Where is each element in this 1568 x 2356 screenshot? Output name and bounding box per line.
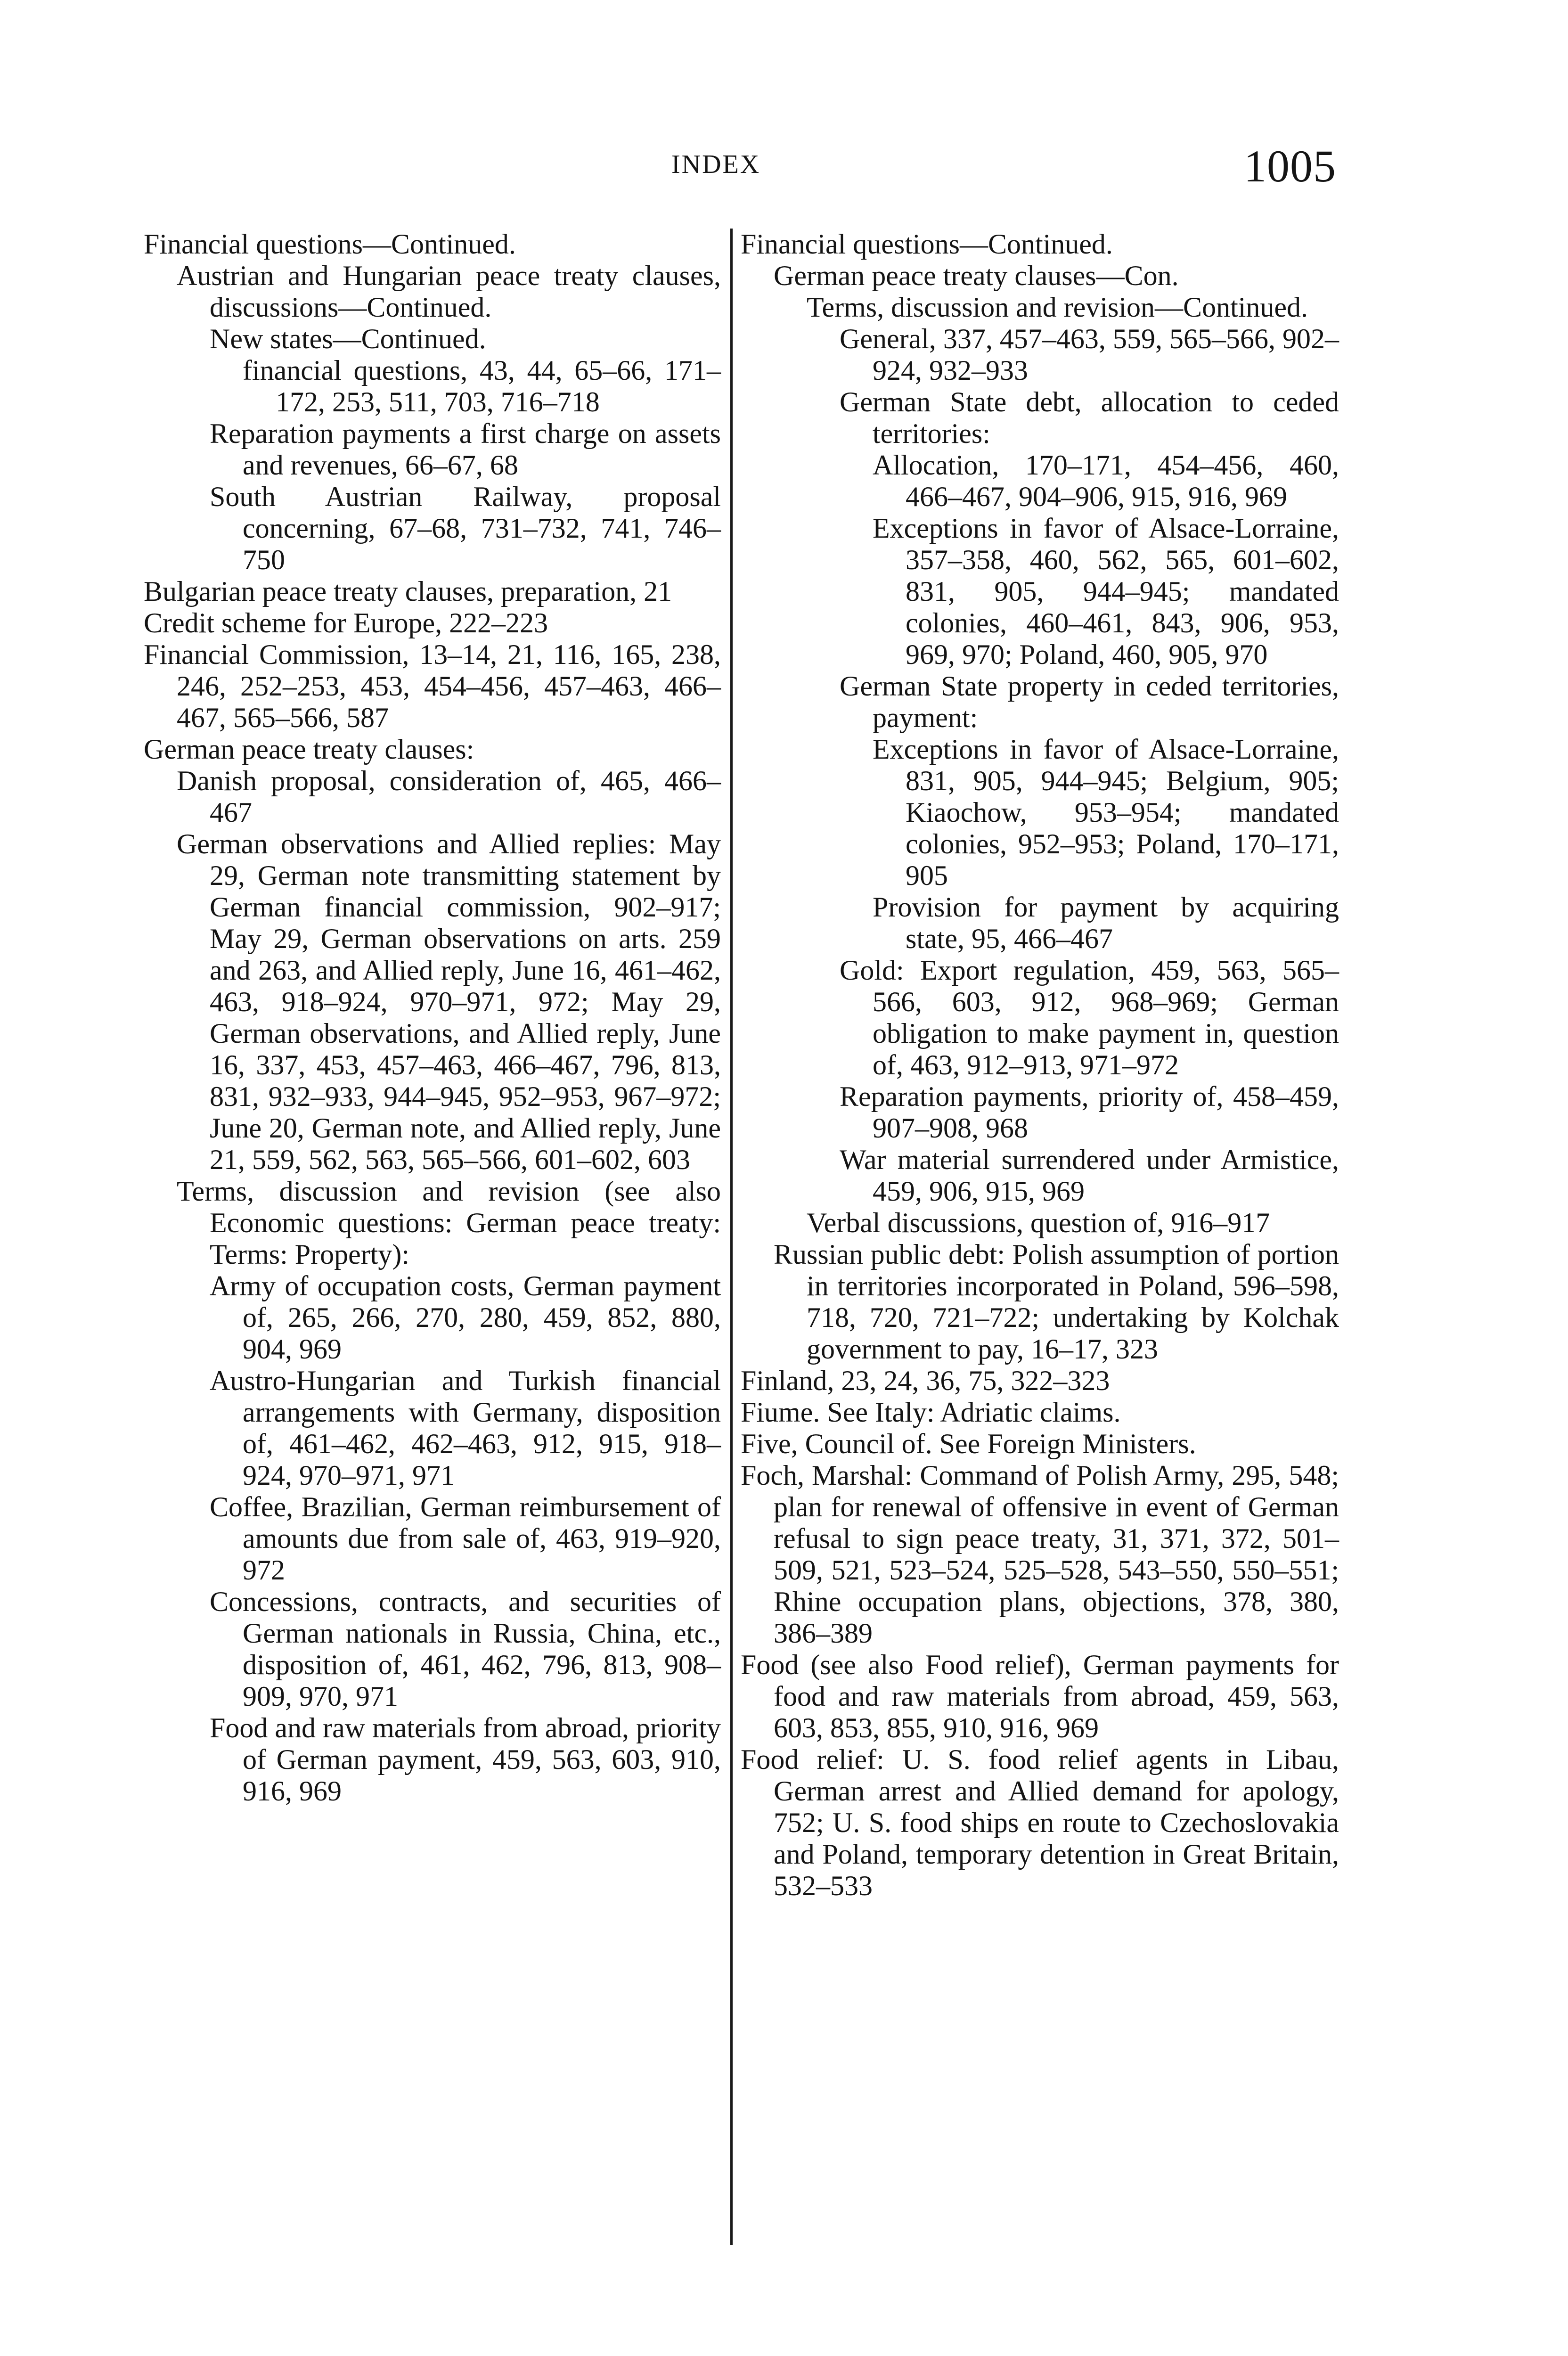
index-entry: Financial questions—Continued.	[144, 229, 516, 260]
index-entry: Danish proposal, consideration of, 465, 466–467	[177, 765, 721, 828]
index-entry: Exceptions in favor of Alsace-Lorraine, 831, 905, 944–945; Belgium, 905; Kiaochow, 953–954; mandated colonies, 952–953; Poland, 170–171, 905	[873, 734, 1339, 891]
index-entry: Finland, 23, 24, 36, 75, 322–323	[741, 1365, 1110, 1396]
index-entry: Verbal discussions, question of, 916–917	[807, 1207, 1270, 1238]
index-entry: Food and raw materials from abroad, priority of German payment, 459, 563, 603, 910, 916, 969	[210, 1712, 721, 1807]
index-entry: Credit scheme for Europe, 222–223	[144, 607, 548, 638]
index-entry: Terms, discussion and revision—Continued.	[807, 292, 1308, 323]
column-divider-rule	[730, 229, 733, 2245]
index-entry: German State property in ceded territories, payment:	[840, 671, 1339, 733]
index-entry: War material surrendered under Armistice, 459, 906, 915, 969	[840, 1144, 1339, 1207]
index-entry: Bulgarian peace treaty clauses, preparation, 21	[144, 576, 672, 607]
index-entry: German peace treaty clauses:	[144, 734, 474, 765]
index-entry: Fiume. See Italy: Adriatic claims.	[741, 1397, 1121, 1428]
index-entry: Army of occupation costs, German payment of, 265, 266, 270, 280, 459, 852, 880, 904, 969	[210, 1270, 721, 1365]
index-entry: Foch, Marshal: Command of Polish Army, 295, 548; plan for renewal of offensive in event of German refusal to sign peace treaty, 31, 371, 372, 501–509, 521, 523–524, 525–528, 543–550, 550–551; Rhine occupation plans, objections, 378, 380, 386–389	[741, 1460, 1339, 1649]
index-entry: Reparation payments, priority of, 458–459, 907–908, 968	[840, 1081, 1339, 1144]
index-entry: Austrian and Hungarian peace treaty clauses, discussions—Continued.	[177, 260, 721, 323]
index-entry: Financial questions—Continued.	[741, 229, 1113, 260]
index-entry: Austro-Hungarian and Turkish financial arrangements with Germany, disposition of, 461–462, 462–463, 912, 915, 918–924, 970–971, 971	[210, 1365, 721, 1491]
index-entry: Coffee, Brazilian, German reimbursement of amounts due from sale of, 463, 919–920, 972	[210, 1491, 721, 1586]
index-entry: South Austrian Railway, proposal concerning, 67–68, 731–732, 741, 746–750	[210, 481, 721, 575]
index-entry: Provision for payment by acquiring state, 95, 466–467	[873, 892, 1339, 954]
index-entry: Gold: Export regulation, 459, 563, 565–566, 603, 912, 968–969; German obligation to make payment in, question of, 463, 912–913, 971–972	[840, 955, 1339, 1080]
index-entry: Reparation payments a first charge on assets and revenues, 66–67, 68	[210, 418, 721, 481]
page-number: 1005	[1244, 141, 1336, 191]
index-entry: German State debt, allocation to ceded territories:	[840, 386, 1339, 449]
page-header	[0, 141, 1568, 191]
index-entry: Five, Council of. See Foreign Ministers.	[741, 1428, 1196, 1459]
index-entry: Food (see also Food relief), German payments for food and raw materials from abroad, 459, 563, 603, 853, 855, 910, 916, 969	[741, 1649, 1339, 1743]
index-entry: Financial Commission, 13–14, 21, 116, 165, 238, 246, 252–253, 453, 454–456, 457–463, 466–467, 565–566, 587	[144, 639, 721, 733]
index-entry: Allocation, 170–171, 454–456, 460, 466–467, 904–906, 915, 916, 969	[873, 450, 1339, 512]
index-entry: Concessions, contracts, and securities of German nationals in Russia, China, etc., disposition of, 461, 462, 796, 813, 908–909, 970, 971	[210, 1586, 721, 1712]
index-column-right	[741, 229, 1339, 1902]
index-column-left	[144, 229, 721, 1807]
index-entry: Terms, discussion and revision (see also Economic questions: German peace treaty: Terms: Property):	[177, 1176, 721, 1270]
index-entry: Exceptions in favor of Alsace-Lorraine, 357–358, 460, 562, 565, 601–602, 831, 905, 944–945; mandated colonies, 460–461, 843, 906, 953, 969, 970; Poland, 460, 905, 970	[873, 513, 1339, 670]
running-title: INDEX	[671, 150, 761, 179]
index-entry: General, 337, 457–463, 559, 565–566, 902–924, 932–933	[840, 323, 1339, 386]
index-entry: New states—Continued.	[210, 323, 486, 354]
index-entry: Food relief: U. S. food relief agents in Libau, German arrest and Allied demand for apology, 752; U. S. food ships en route to Czechoslovakia and Poland, temporary detention in Great Britain, 532–533	[741, 1744, 1339, 1901]
index-entry: German observations and Allied replies: May 29, German note transmitting statement by German financial commission, 902–917; May 29, German observations on arts. 259 and 263, and Allied reply, June 16, 461–462, 463, 918–924, 970–971, 972; May 29, German observations, and Allied reply, June 16, 337, 453, 457–463, 466–467, 796, 813, 831, 932–933, 944–945, 952–953, 967–972; June 20, German note, and Allied reply, June 21, 559, 562, 563, 565–566, 601–602, 603	[177, 828, 721, 1175]
index-entry: German peace treaty clauses—Con.	[774, 260, 1179, 291]
index-entry: Russian public debt: Polish assumption of portion in territories incorporated in Poland, 596–598, 718, 720, 721–722; undertaking by Kolchak government to pay, 16–17, 323	[774, 1239, 1339, 1365]
index-entry: financial questions, 43, 44, 65–66, 171–172, 253, 511, 703, 716–718	[243, 355, 721, 417]
